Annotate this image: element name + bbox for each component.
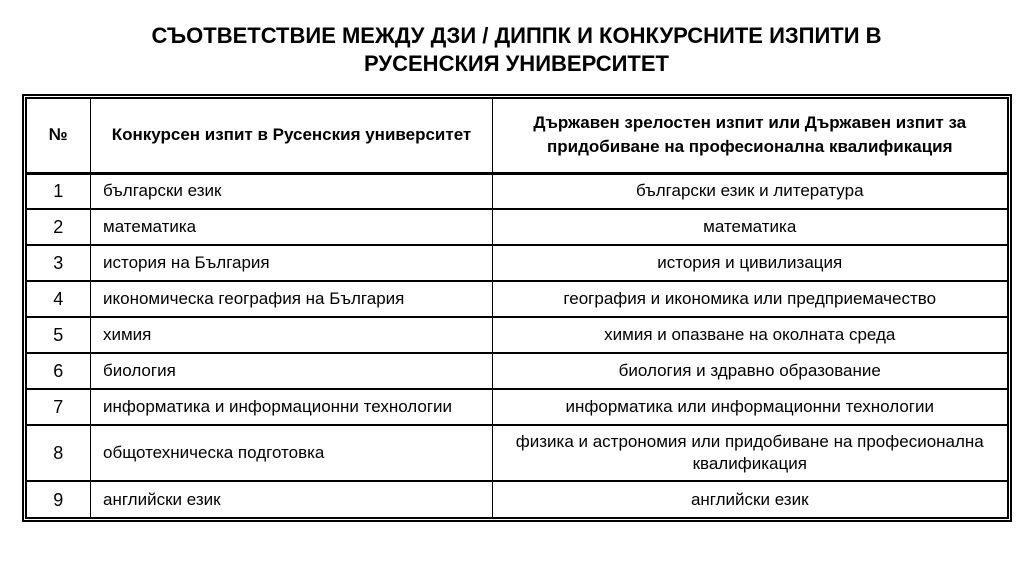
table-row xyxy=(27,209,1007,245)
header-number: № xyxy=(27,99,91,173)
table-row xyxy=(27,281,1007,317)
row-number: 9 xyxy=(27,481,91,517)
page-title xyxy=(0,22,1033,78)
row-number: 6 xyxy=(27,353,91,389)
row-number: 2 xyxy=(27,209,91,245)
university-exam: икономическа география на България xyxy=(91,281,493,317)
table-row xyxy=(27,173,1007,209)
table-row xyxy=(27,425,1007,481)
state-exam: български език и литература xyxy=(493,173,1007,209)
state-exam: география и икономика или предприемачество xyxy=(493,281,1007,317)
table-row xyxy=(27,353,1007,389)
exam-correspondence-table-frame xyxy=(22,94,1012,522)
row-number: 1 xyxy=(27,173,91,209)
state-exam: информатика или информационни технологии xyxy=(493,389,1007,425)
state-exam: физика и астрономия или придобиване на професионална квалификация xyxy=(493,425,1007,481)
state-exam: история и цивилизация xyxy=(493,245,1007,281)
row-number: 7 xyxy=(27,389,91,425)
university-exam: история на България xyxy=(91,245,493,281)
exam-correspondence-table xyxy=(27,99,1007,517)
state-exam: биология и здравно образование xyxy=(493,353,1007,389)
university-exam: биология xyxy=(91,353,493,389)
table-row xyxy=(27,317,1007,353)
university-exam: математика xyxy=(91,209,493,245)
header-state-exam: Държавен зрелостен изпит или Държавен изпит за придобиване на професионална квалификация xyxy=(493,99,1007,173)
university-exam: информатика и информационни технологии xyxy=(91,389,493,425)
state-exam: химия и опазване на околната среда xyxy=(493,317,1007,353)
row-number: 5 xyxy=(27,317,91,353)
table-body xyxy=(27,173,1007,517)
university-exam: химия xyxy=(91,317,493,353)
state-exam: математика xyxy=(493,209,1007,245)
table-row xyxy=(27,389,1007,425)
row-number: 4 xyxy=(27,281,91,317)
table-header-row xyxy=(27,99,1007,173)
table-row xyxy=(27,245,1007,281)
university-exam: общотехническа подготовка xyxy=(91,425,493,481)
row-number: 8 xyxy=(27,425,91,481)
university-exam: български език xyxy=(91,173,493,209)
table-row xyxy=(27,481,1007,517)
page-title-line1: СЪОТВЕТСТВИЕ МЕЖДУ ДЗИ / ДИППК И КОНКУРСНИТЕ ИЗПИТИ В xyxy=(151,23,882,48)
university-exam: английски език xyxy=(91,481,493,517)
state-exam: английски език xyxy=(690,489,809,509)
header-university-exam: Конкурсен изпит в Русенския университет xyxy=(91,99,493,173)
page-title-line2: РУСЕНСКИЯ УНИВЕРСИТЕТ xyxy=(364,51,669,76)
row-number: 3 xyxy=(27,245,91,281)
